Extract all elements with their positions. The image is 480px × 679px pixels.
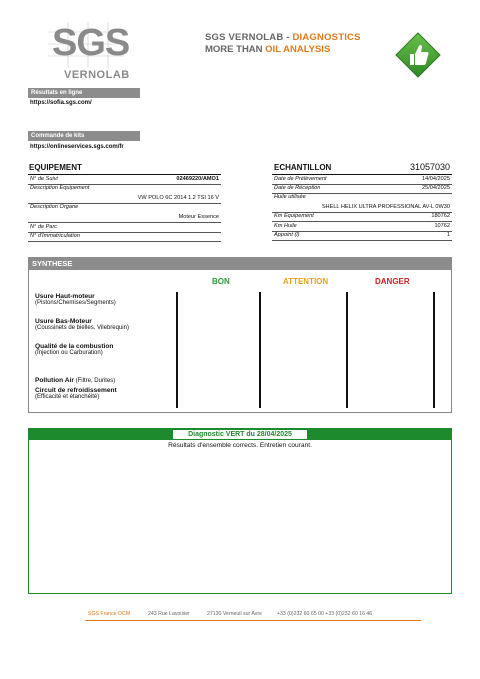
footer-city: 27130 Verneuil sur Avre [207,611,262,617]
desc-org-label: Description Organe [30,204,79,210]
criterion-bas-moteur: Usure Bas-Moteur (Coussinets de bielles, Vilebrequin) [35,318,129,331]
desc-eq-label: Description Equipement [30,185,90,191]
reception-row: Date de Réception 25/04/2025 [274,185,450,191]
col-danger: DANGER [375,277,410,286]
huile-label: Huile utilisée [274,194,306,200]
vernolab-logo-text: VERNOLAB [64,69,130,81]
synthese-title: SYNTHESE [28,257,452,270]
footer-phones: +33 (0)232 60 65 00 +33 (0)232 60 16 46 [277,611,373,617]
diagnostic-text: Résultats d'ensemble corrects. Entretien courant. [168,442,312,449]
kits-order-label: Commande de kits [28,131,140,141]
criterion-refroidissement: Circuit de refroidissement (Efficacité et étanchéité) [35,387,117,400]
diagnostic-panel [28,428,452,594]
desc-eq-value: VW POLO 6C 2014 1.2 TSI 16 V [137,195,219,201]
online-results-label: Résultats en ligne [28,88,140,98]
echantillon-title: ECHANTILLON [274,163,332,172]
sgs-logo: SGS [52,22,130,64]
prelevement-row: Date de Prélèvement 14/04/2025 [274,176,450,182]
km-huile-row: Km Huile 10762 [274,223,450,229]
col-bon: BON [212,277,230,286]
grid-line [259,292,261,408]
thumbs-up-icon [395,32,441,78]
immat-row: N° d'Immatriculation [30,233,80,239]
criterion-haut-moteur: Usure Haut-moteur (Pistons/Chemises/Segments) [35,293,116,306]
grid-line [176,292,178,408]
grid-line [346,292,348,408]
desc-org-value: Moteur Essence [178,214,219,220]
row-divider [272,240,452,241]
grid-line [433,292,435,408]
suivi-row: N° de Suivi 02469220/AMO1 [30,176,219,182]
huile-value: SHELL HELIX ULTRA PROFESSIONAL AV-L 0W30 [321,204,450,210]
echantillon-number: 31057030 [409,162,450,172]
header-line-1: SGS VERNOLAB - DIAGNOSTICS [205,32,361,43]
col-attention: ATTENTION [283,277,329,286]
diagnostic-title: Diagnostic VERT du 28/04/2025 [172,429,308,440]
criterion-pollution-air: Pollution Air (Filtre, Durites) [35,377,116,384]
online-results-link[interactable]: https://sofia.sgs.com/ [30,100,92,106]
footer-divider [85,620,421,621]
criterion-combustion: Qualité de la combustion (Injection ou Carburation) [35,343,114,356]
header-line-2: MORE THAN OIL ANALYSIS [205,44,331,55]
parc-row: N° de Parc [30,224,58,230]
footer-address: 243 Rue Lavoisier [148,611,190,617]
km-equipement-row: Km Equipement 180762 [274,213,450,219]
suivi-value: 02469220/AMO1 [176,176,219,182]
footer-org: SGS France OCM [88,611,131,617]
appoint-row: Appoint (l) 1 [274,232,450,238]
kits-order-link[interactable]: https://onlineservices.sgs.com/fr [30,144,124,150]
row-divider [28,241,221,242]
equipement-title: EQUIPEMENT [29,163,82,172]
